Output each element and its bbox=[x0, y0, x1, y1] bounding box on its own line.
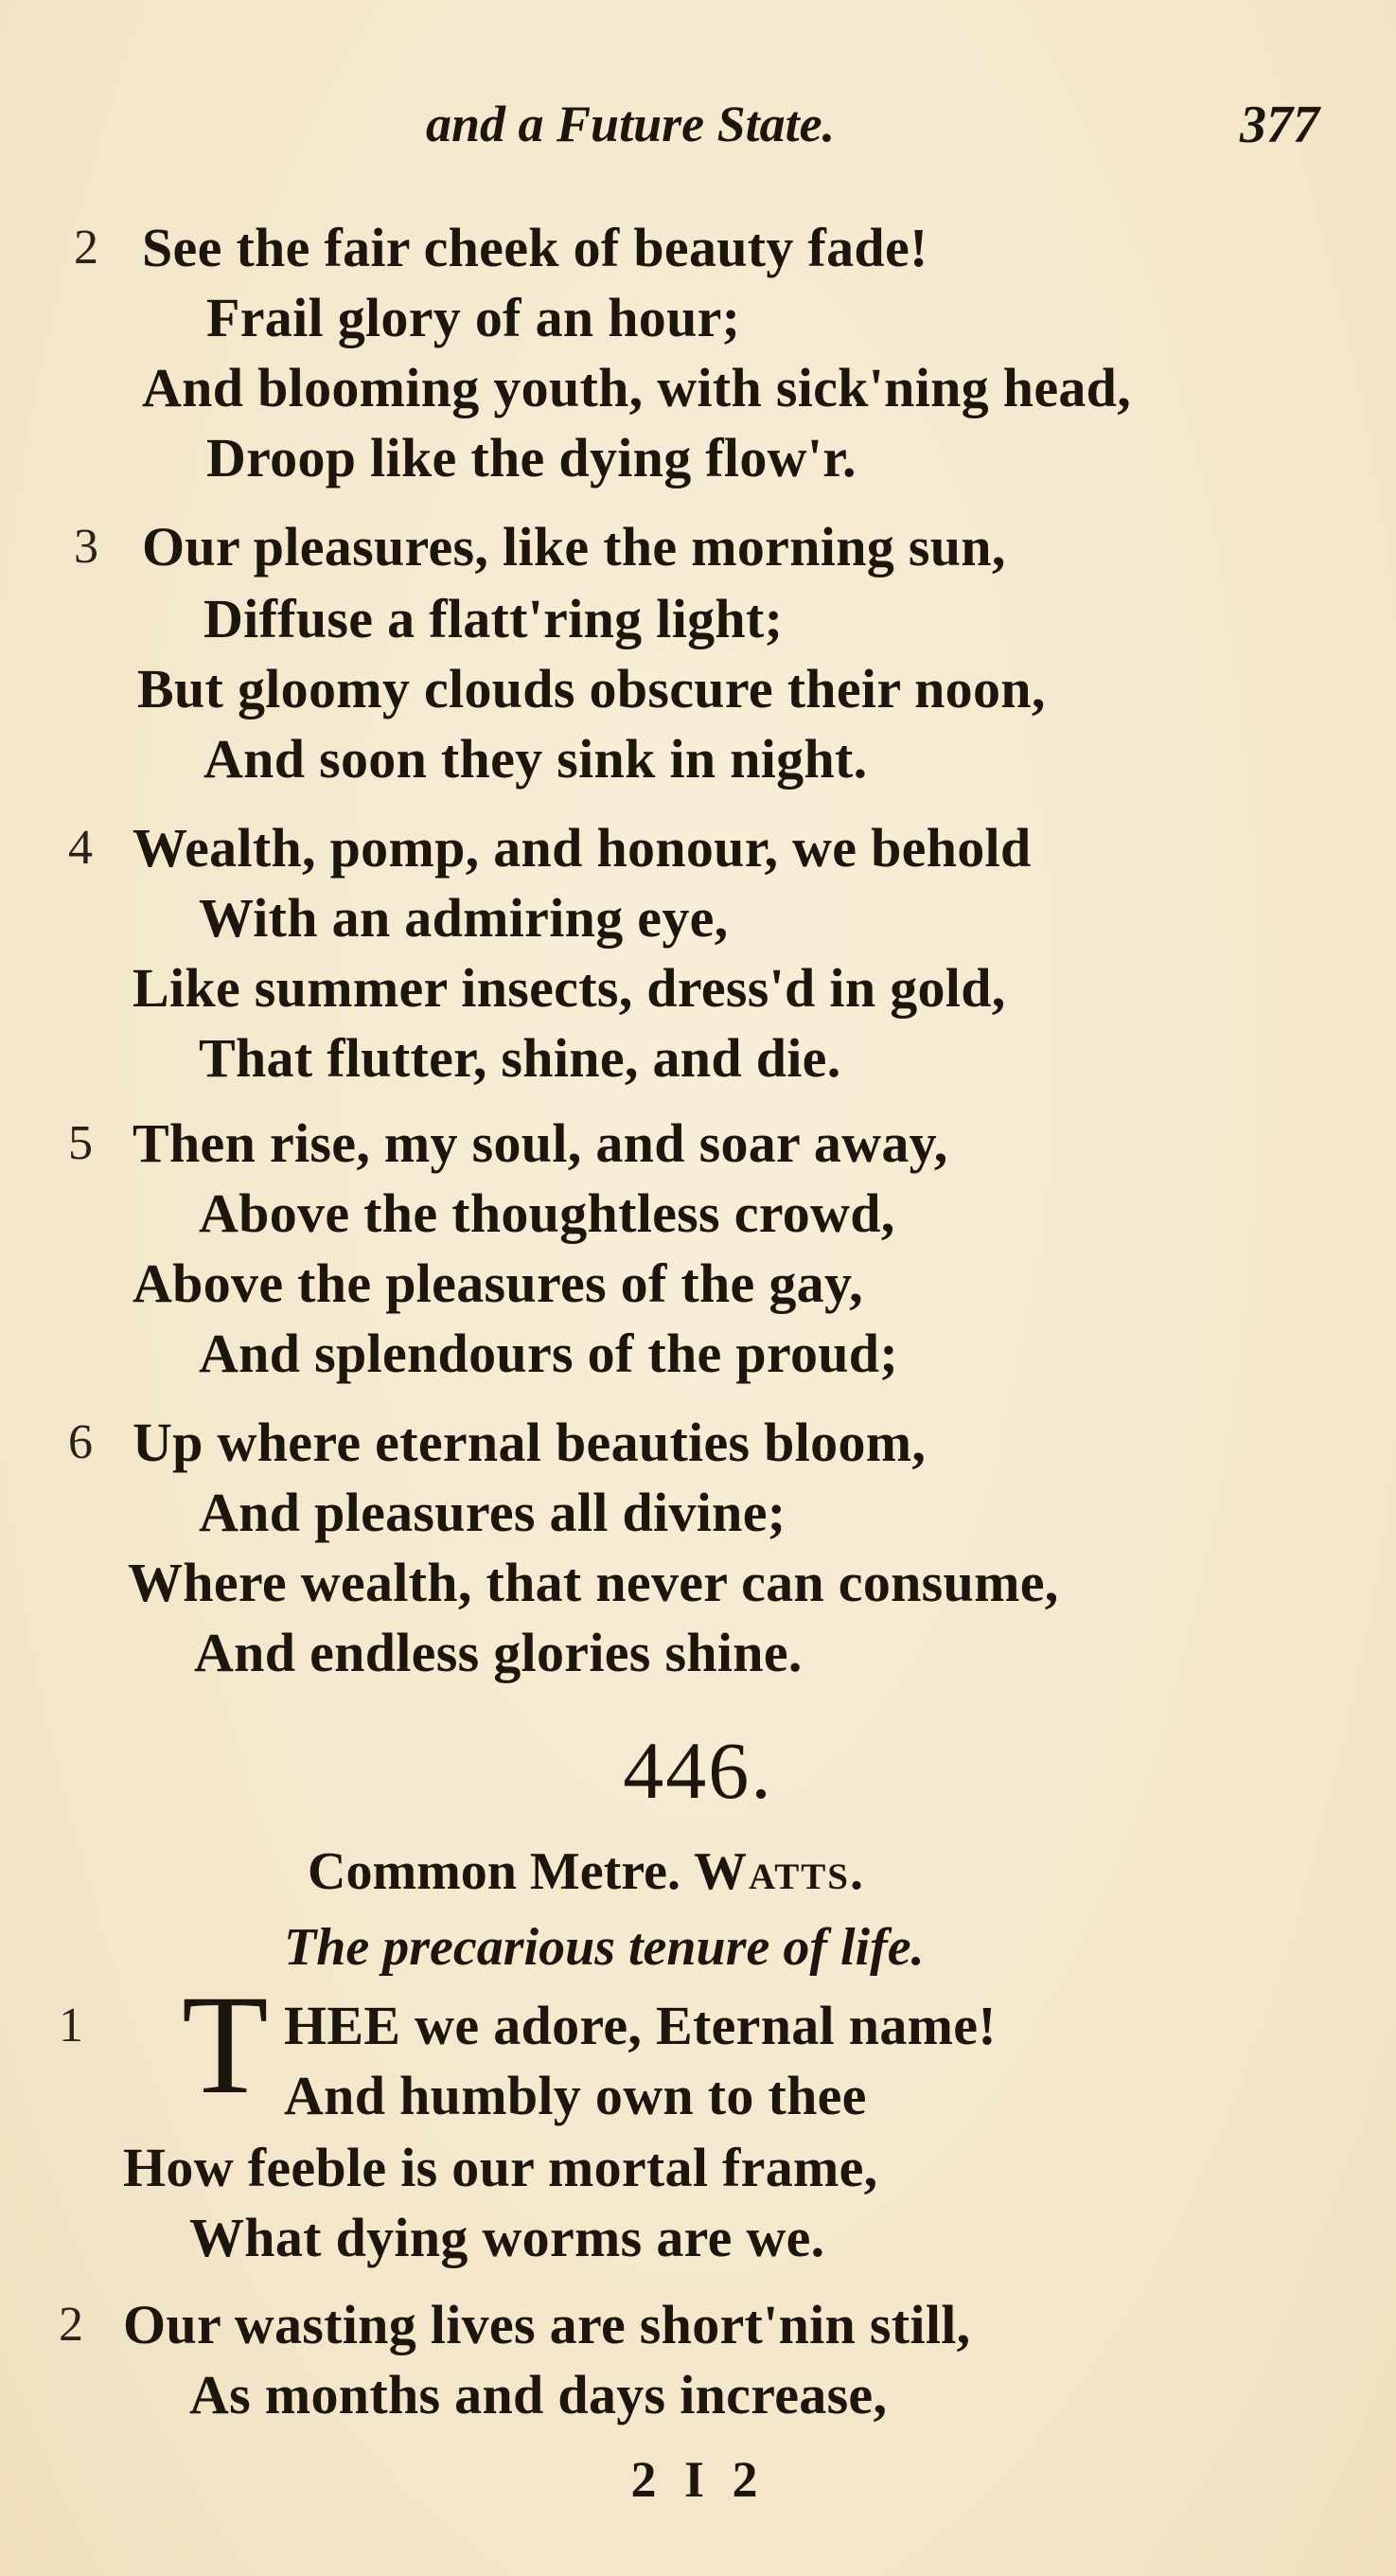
stanza-number: 5 bbox=[68, 1116, 93, 1170]
verse-line: And soon they sink in night. bbox=[203, 728, 868, 790]
verse-line: Diffuse a flatt'ring light; bbox=[203, 588, 784, 649]
signature-mark: 2 I 2 bbox=[630, 2451, 766, 2508]
verse-line: That flutter, shine, and die. bbox=[199, 1027, 841, 1089]
stanza-number: 4 bbox=[68, 821, 93, 875]
hymn-metre-line bbox=[308, 1841, 865, 1902]
verse-line: And humbly own to thee bbox=[284, 2065, 867, 2126]
verse-line: And endless glories shine. bbox=[194, 1622, 803, 1683]
drop-cap: T bbox=[182, 1966, 269, 2123]
verse-line: Wealth, pomp, and honour, we behold bbox=[133, 817, 1032, 879]
page-header bbox=[0, 95, 1396, 170]
verse-line: Droop like the dying flow'r. bbox=[206, 427, 857, 489]
verse-line: How feeble is our mortal frame, bbox=[123, 2137, 878, 2198]
verse-line: See the fair cheek of beauty fade! bbox=[142, 217, 928, 278]
verse-line: Up where eternal beauties bloom, bbox=[133, 1412, 927, 1473]
running-head: and a Future State. bbox=[426, 96, 836, 152]
page-number: 377 bbox=[1240, 96, 1319, 154]
stanza-number: 1 bbox=[59, 1999, 83, 2052]
verse-line: Our wasting lives are short'nin still, bbox=[123, 2294, 971, 2355]
hymn-number: 446. bbox=[623, 1725, 773, 1816]
verse-line: Like summer insects, dress'd in gold, bbox=[133, 957, 1006, 1019]
hymn-metre: Common Metre. bbox=[308, 1842, 680, 1901]
stanza-number: 2 bbox=[59, 2298, 83, 2352]
verse-line: And splendours of the proud; bbox=[199, 1323, 898, 1384]
verse-line: But gloomy clouds obscure their noon, bbox=[137, 658, 1046, 720]
verse-line: Then rise, my soul, and soar away, bbox=[133, 1112, 948, 1174]
verse-line: Where wealth, that never can consume, bbox=[128, 1552, 1059, 1613]
verse-line: HEE we adore, Eternal name! bbox=[284, 1995, 997, 2056]
verse-line: What dying worms are we. bbox=[189, 2207, 825, 2268]
stanza-number: 3 bbox=[74, 520, 98, 574]
verse-line: With an admiring eye, bbox=[199, 887, 729, 949]
verse-line: Our pleasures, like the morning sun, bbox=[142, 516, 1006, 577]
verse-line: As months and days increase, bbox=[189, 2364, 888, 2425]
stanza-number: 2 bbox=[74, 221, 98, 275]
verse-line: Frail glory of an hour; bbox=[206, 287, 741, 348]
hymn-author: Watts. bbox=[693, 1842, 865, 1901]
verse-line: Above the thoughtless crowd, bbox=[199, 1182, 895, 1244]
stanza-number: 6 bbox=[68, 1415, 93, 1469]
hymn-subtitle: The precarious tenure of life. bbox=[284, 1918, 925, 1977]
verse-line: Above the pleasures of the gay, bbox=[133, 1252, 863, 1314]
verse-line: And blooming youth, with sick'ning head, bbox=[142, 357, 1132, 418]
verse-line: And pleasures all divine; bbox=[199, 1482, 786, 1543]
